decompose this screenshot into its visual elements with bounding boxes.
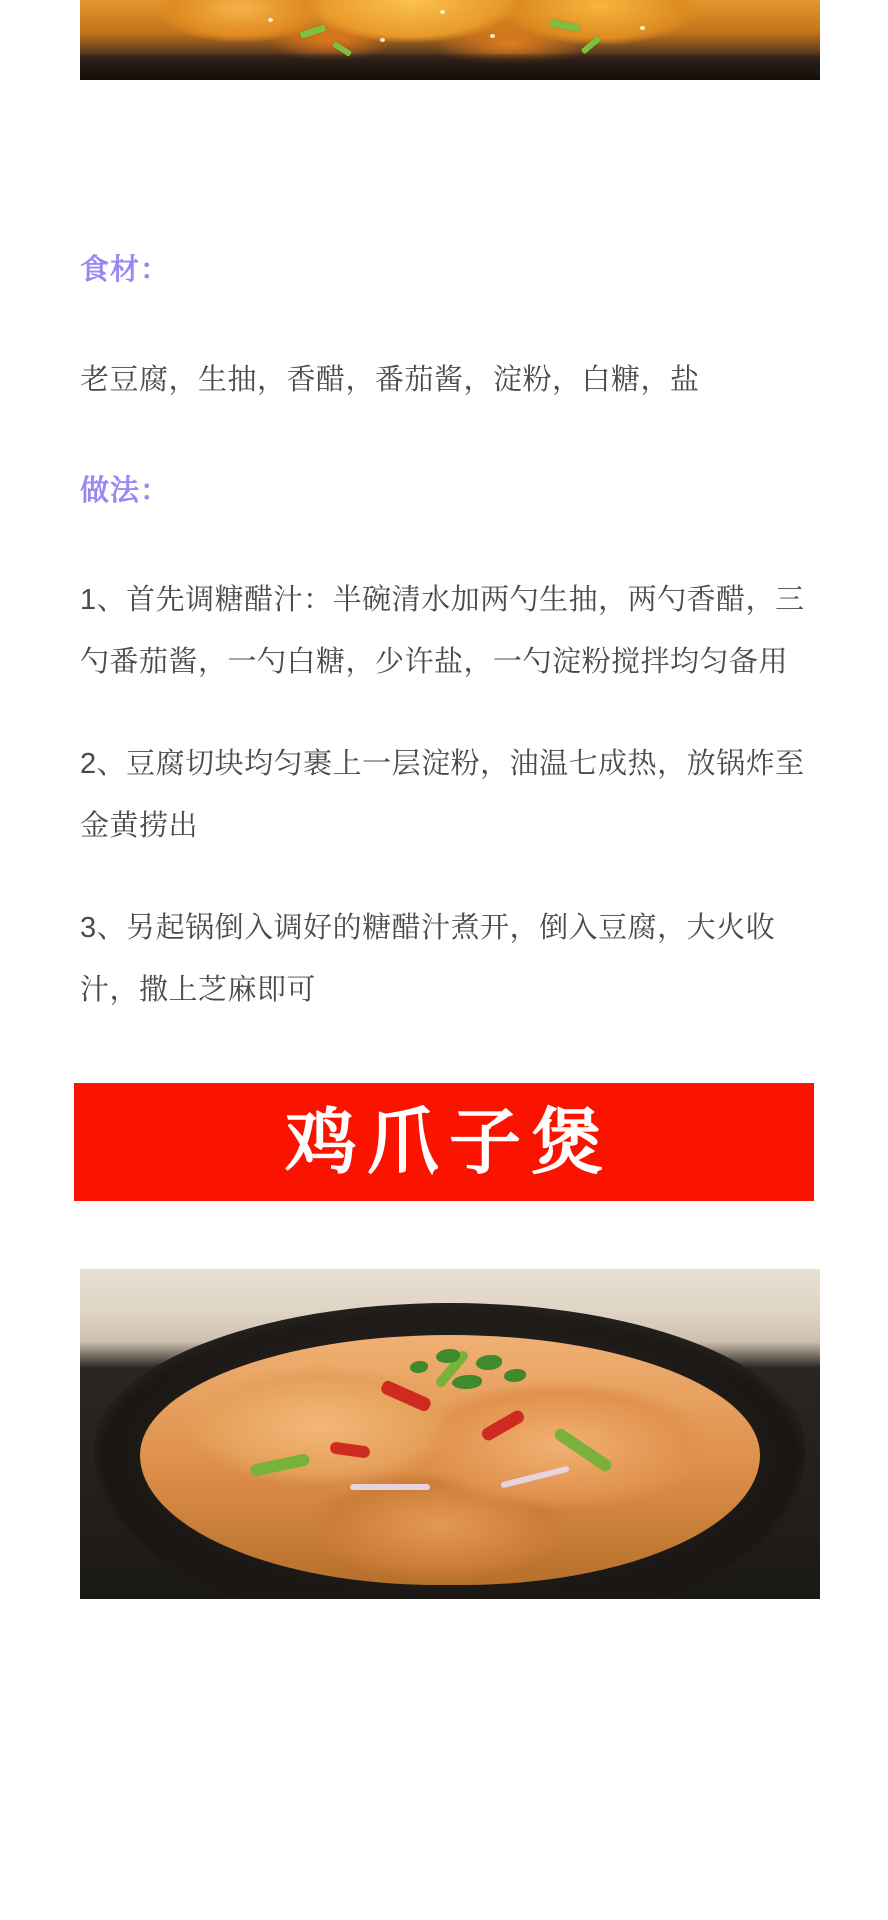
dish-title-text: 鸡爪子煲 [284, 1100, 613, 1185]
chicken-feet-photo [80, 1269, 820, 1599]
sesame-seed [380, 38, 385, 42]
sesame-seed [268, 18, 273, 22]
method-step-1: 1、首先调糖醋汁：半碗清水加两勺生抽，两勺香醋，三勺番茄酱，一勺白糖，少许盐，一勺淀粉搅拌均匀备用 [80, 584, 805, 679]
sesame-seed [490, 34, 495, 38]
method-step-2: 2、豆腐切块均匀裹上一层淀粉，油温七成热，放锅炸至金黄捞出 [80, 748, 805, 843]
sweet-sour-tofu-photo [80, 0, 820, 80]
dish-title-banner [74, 1083, 814, 1201]
tofu-image-graphic [80, 0, 820, 80]
ingredients-text: 老豆腐，生抽，香醋，番茄酱，淀粉，白糖，盐 [80, 363, 700, 396]
method-step-3: 3、另起锅倒入调好的糖醋汁煮开，倒入豆腐，大火收汁，撒上芝麻即可 [80, 912, 776, 1007]
sesame-seed [440, 10, 445, 14]
spacer [0, 1201, 888, 1269]
recipe-text-content [0, 250, 888, 1021]
ingredients-heading: 食材： [80, 254, 171, 286]
sesame-seed [640, 26, 645, 30]
onion-slice [350, 1484, 430, 1490]
method-heading: 做法： [80, 474, 171, 507]
